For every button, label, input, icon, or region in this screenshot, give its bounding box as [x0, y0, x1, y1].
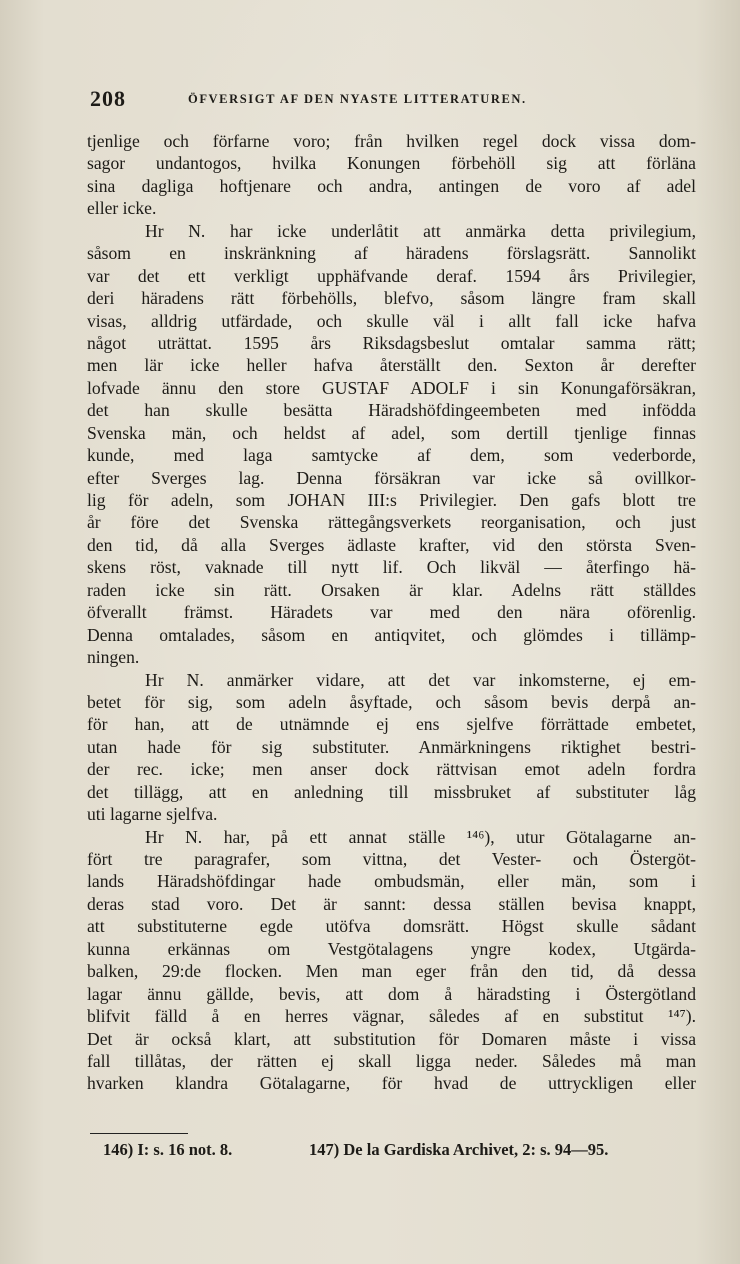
- text-line: Svenska män, och heldst af adel, som dertill tjenlige finnas: [87, 422, 696, 443]
- text-line: Det är också klart, att substitution för Domaren måste i vissa: [87, 1028, 696, 1049]
- text-line: raden icke sin rätt. Orsaken är klar. Adelns rätt ställdes: [87, 579, 696, 600]
- footnote-146: 146) I: s. 16 not. 8.: [103, 1140, 233, 1159]
- text-line: Hr N. har, på ett annat ställe ¹⁴⁶), utur Götalagarne an-: [145, 826, 696, 847]
- text-line: ningen.: [87, 647, 140, 668]
- text-line: sagor undantogos, hvilka Konungen förbehöll sig att förläna: [87, 153, 696, 174]
- text-line: deras stad voro. Det är sannt: dessa ställen bevisa knappt,: [87, 893, 696, 914]
- footnote-147: 147) De la Gardiska Archivet, 2: s. 94—95.: [309, 1140, 609, 1159]
- text-line: efter Sverges lag. Denna försäkran var icke så ovillkor-: [87, 467, 696, 488]
- text-line: visas, alldrig utfärdade, och skulle väl i allt fall icke hafva: [87, 310, 696, 331]
- text-line: hvarken klandra Götalagarne, för hvad de uttryckligen eller: [87, 1073, 696, 1094]
- text-line: der rec. icke; men anser dock rättvisan emot adeln fordra: [87, 759, 696, 780]
- page-number: 208: [90, 86, 126, 111]
- footnotes: [103, 1140, 703, 1164]
- text-line: Hr N. anmärker vidare, att det var inkomsterne, ej em-: [145, 669, 696, 690]
- text-line: kunna erkännas om Vestgötalagens yngre kodex, Utgärda-: [87, 938, 696, 959]
- running-head: ÖFVERSIGT AF DEN NYASTE LITTERATUREN.: [188, 92, 527, 106]
- text-line: var det ett verkligt upphäfvande deraf. 1594 års Privilegier,: [87, 265, 696, 286]
- text-line: det tillägg, att en anledning till missbruket af substituter låg: [87, 781, 696, 802]
- text-line: fört tre paragrafer, som vittna, det Vester- och Östergöt-: [87, 849, 696, 869]
- text-line: Denna omtalades, såsom en antiqvitet, och glömdes i tillämp-: [87, 624, 696, 645]
- text-line: öfverallt främst. Häradets var med den nära oförenlig.: [87, 602, 696, 623]
- text-line: Hr N. har icke underlåtit att anmärka detta privilegium,: [145, 220, 696, 241]
- text-line: något uträttat. 1595 års Riksdagsbeslut omtalar samma rätt;: [87, 332, 696, 353]
- text-line: fall tillåtas, der rätten ej skall ligga neder. Således må man: [87, 1050, 696, 1071]
- text-line: eller icke.: [87, 198, 157, 219]
- body-text: [87, 130, 696, 1095]
- text-line: den tid, då alla Sverges ädlaste krafter, vid den största Sven-: [87, 534, 696, 555]
- text-line: sina dagliga hoftjenare och andra, antingen de voro af adel: [87, 175, 696, 196]
- page-header: [90, 86, 696, 116]
- text-line: lig för adeln, som JOHAN III:s Privilegier. Den gafs blott tre: [87, 490, 696, 510]
- text-line: att substituterne egde utöfva domsrätt. Högst skulle sådant: [87, 916, 696, 937]
- text-line: balken, 29:de flocken. Men man eger från den tid, då dessa: [87, 961, 696, 982]
- text-line: såsom en inskränkning af häradens förslagsrätt. Sannolikt: [87, 243, 696, 264]
- text-line: kunde, med laga samtycke af dem, som vederborde,: [87, 445, 696, 466]
- text-line: tjenlige och förfarne voro; från hvilken regel dock vissa dom-: [87, 131, 696, 151]
- text-line: skens röst, vaknade till nytt lif. Och likväl — återfingo hä-: [87, 557, 696, 578]
- text-line: uti lagarne sjelfva.: [87, 804, 218, 825]
- text-line: år före det Svenska rättegångsverkets reorganisation, och just: [87, 512, 696, 533]
- text-line: för han, att de utnämnde ej ens sjelfve förrättade embetet,: [87, 714, 696, 735]
- text-line: betet för sig, som adeln åsyftade, och såsom bevis derpå an-: [87, 691, 696, 712]
- text-line: lofvade ännu den store GUSTAF ADOLF i sin Konungaförsäkran,: [87, 377, 696, 398]
- text-line: utan hade för sig substituter. Anmärkningens riktighet bestri-: [87, 736, 696, 757]
- text-line: lagar ännu gällde, bevis, att dom å häradsting i Östergötland: [87, 983, 696, 1004]
- text-line: lands Häradshöfdingar hade ombudsmän, eller män, som i: [87, 871, 696, 892]
- text-line: det han skulle besätta Häradshöfdingeembeten med infödda: [87, 400, 696, 421]
- text-line: men lär icke heller hafva återställt den. Sexton år derefter: [87, 355, 696, 376]
- text-line: blifvit fälld å en herres vägnar, således af en substitut ¹⁴⁷).: [87, 1006, 696, 1027]
- text-line: deri häradens rätt förbehölls, blefvo, såsom längre fram skall: [87, 288, 696, 309]
- footnote-divider: [90, 1133, 188, 1134]
